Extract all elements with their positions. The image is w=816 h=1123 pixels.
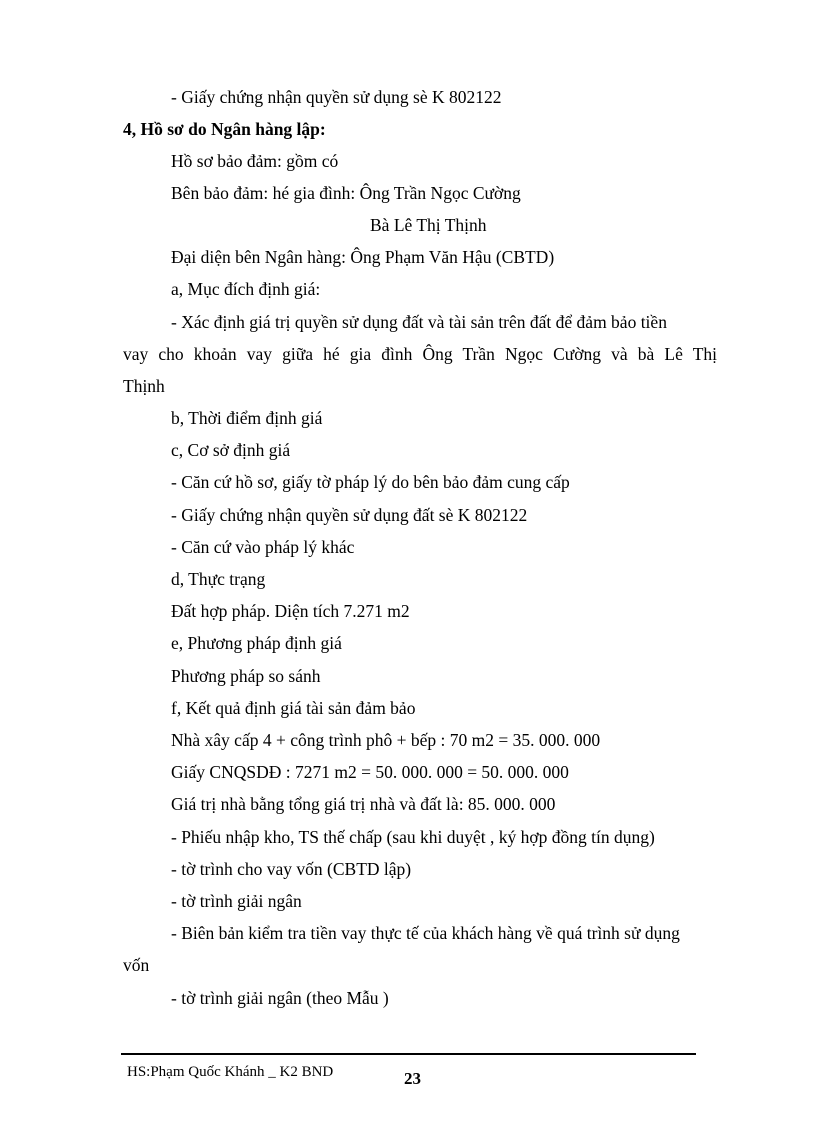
paragraph-line: - Giấy chứng nhận quyền sử dụng đất sè K 802122 xyxy=(171,505,528,525)
paragraph-line: - Phiếu nhập kho, TS thế chấp (sau khi duyệt , ký hợp đồng tín dụng) xyxy=(171,827,655,847)
paragraph-line: d, Thực trạng xyxy=(171,569,266,589)
paragraph-line: - tờ trình giải ngân (theo Mẫu ) xyxy=(171,988,389,1008)
paragraph-line: - Căn cứ vào pháp lý khác xyxy=(171,537,355,557)
paragraph-line: Bà Lê Thị Thịnh xyxy=(370,215,487,235)
paragraph-line: - Giấy chứng nhận quyền sử dụng sè K 802122 xyxy=(171,87,502,107)
paragraph-line: c, Cơ sở định giá xyxy=(171,440,291,460)
paragraph-line: f, Kết quả định giá tài sản đảm bảo xyxy=(171,698,416,718)
page-number: 23 xyxy=(404,1069,421,1088)
paragraph-line: Phương pháp so sánh xyxy=(171,666,321,686)
footer-rule xyxy=(121,1053,696,1055)
paragraph-line: Bên bảo đảm: hé gia đình: Ông Trần Ngọc Cường xyxy=(171,183,521,203)
paragraph-line: vay cho khoản vay giữa hé gia đình Ông Trần Ngọc Cường và bà Lê Thị xyxy=(123,344,717,364)
paragraph-line: Giấy CNQSDĐ : 7271 m2 = 50. 000. 000 = 50. 000. 000 xyxy=(171,762,569,782)
paragraph-line: b, Thời điểm định giá xyxy=(171,408,323,428)
footer-author: HS:Phạm Quốc Khánh _ K2 BND xyxy=(127,1064,334,1080)
section-heading: 4, Hồ sơ do Ngân hàng lập: xyxy=(123,119,326,139)
paragraph-line: - Biên bản kiểm tra tiền vay thực tế của khách hàng về quá trình sử dụng xyxy=(171,923,680,943)
paragraph-line: - tờ trình giải ngân xyxy=(171,891,302,911)
paragraph-line: Đại diện bên Ngân hàng: Ông Phạm Văn Hậu (CBTD) xyxy=(171,247,555,267)
paragraph-line: Giá trị nhà bằng tổng giá trị nhà và đất là: 85. 000. 000 xyxy=(171,794,556,814)
paragraph-line: a, Mục đích định giá: xyxy=(171,279,321,299)
paragraph-line: Hồ sơ bảo đảm: gồm có xyxy=(171,151,339,171)
paragraph-line: Thịnh xyxy=(123,376,165,396)
paragraph-line: Nhà xây cấp 4 + công trình phô + bếp : 70 m2 = 35. 000. 000 xyxy=(171,730,601,750)
paragraph-line: - Căn cứ hồ sơ, giấy tờ pháp lý do bên bảo đảm cung cấp xyxy=(171,472,570,492)
paragraph-line: vốn xyxy=(123,955,150,975)
paragraph-line: Đất hợp pháp. Diện tích 7.271 m2 xyxy=(171,601,410,621)
paragraph-line: - Xác định giá trị quyền sử dụng đất và tài sản trên đất để đảm bảo tiền xyxy=(171,312,667,332)
paragraph-line: - tờ trình cho vay vốn (CBTD lập) xyxy=(171,859,412,879)
paragraph-line: e, Phương pháp định giá xyxy=(171,633,342,653)
